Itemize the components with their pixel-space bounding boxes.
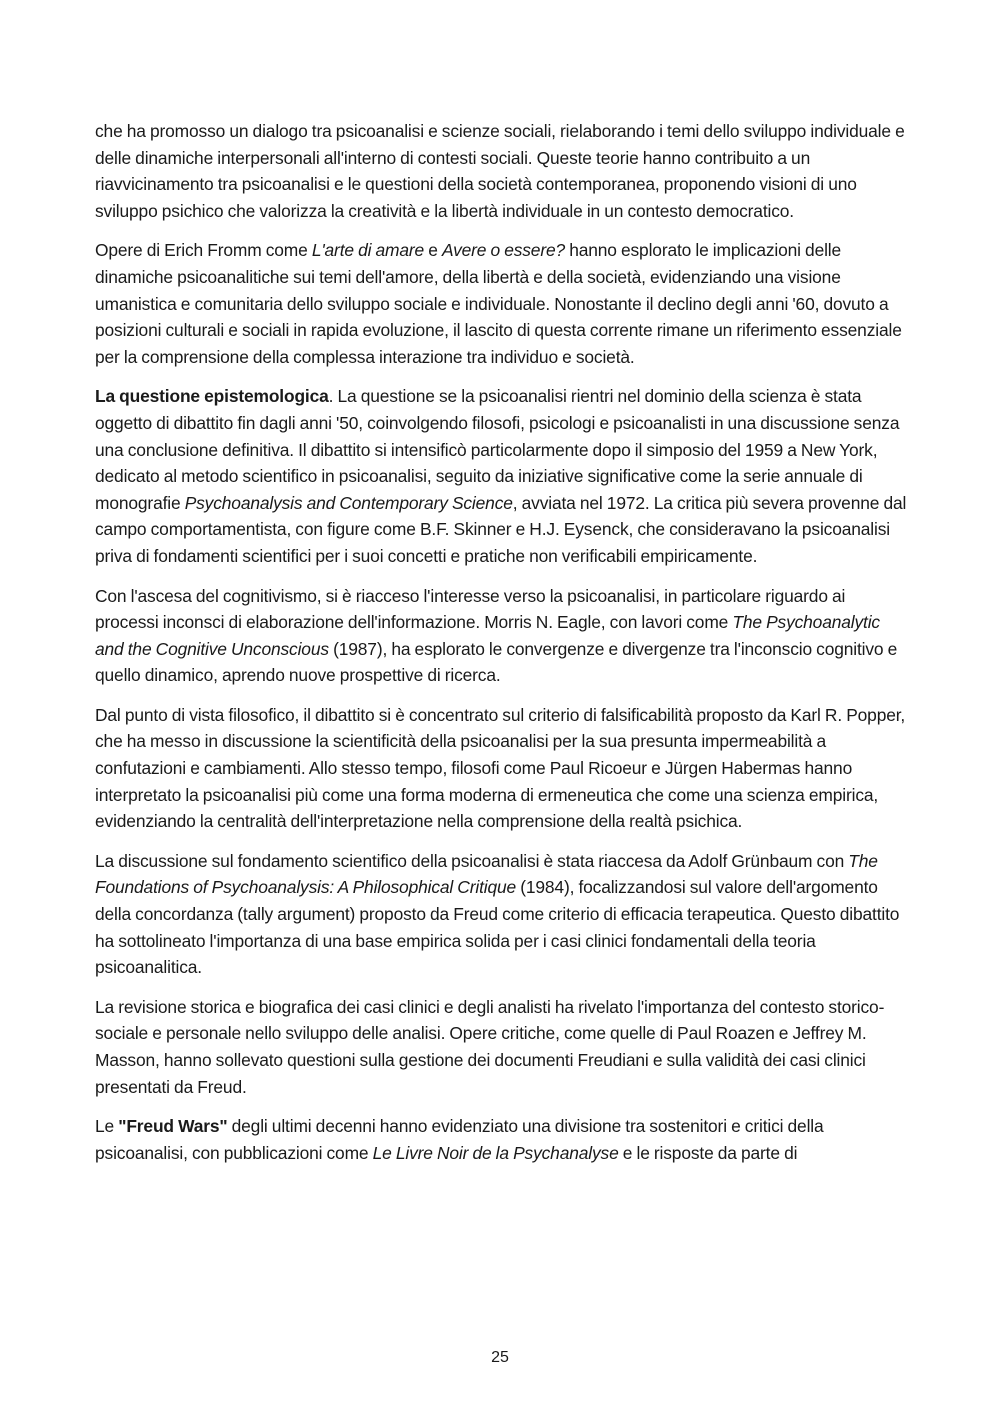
book-title: The Psychoanalytic and the Cognitive Unconscious <box>95 612 880 659</box>
text-segment: Opere di Erich Fromm come <box>95 240 312 261</box>
paragraph-6 <box>95 848 907 981</box>
paragraph-4 <box>95 583 907 689</box>
text-segment: e le risposte da parte di <box>618 1142 798 1163</box>
paragraph-7 <box>95 994 907 1100</box>
text-segment: La discussione sul fondamento scientifico della psicoanalisi è stata riaccesa da Adolf Grünbaum con <box>95 850 849 871</box>
text-segment: Le <box>95 1116 119 1137</box>
text-segment: , avviata nel 1972. La critica più severa provenne dal campo comportamentista, con figure come B.F. Skinner e H.J. Eysenck, che consideravano la psicoanalisi priva di fondamenti scientifici per i suoi concetti e pratiche non verificabili empiricamente. <box>95 492 907 566</box>
text-segment: hanno esplorato le implicazioni delle dinamiche psicoanalitiche sui temi dell'amore, della libertà e della società, evidenziando una visione umanistica e comunitaria dello sviluppo sociale e individuale. Nonostante il declino degli anni '60, dovuto a posizioni culturali e sociali in rapida evoluzione, il lascito di questa corrente rimane un riferimento essenziale per la comprensione della complessa interazione tra individuo e società. <box>95 240 902 367</box>
bold-term: "Freud Wars" <box>118 1116 228 1137</box>
paragraph-5 <box>95 702 907 835</box>
paragraph-8 <box>95 1113 907 1166</box>
text-segment: Dal punto di vista filosofico, il dibattito si è concentrato sul criterio di falsificabilità proposto da Karl R. Popper, che ha messo in discussione la scientificità della psicoanalisi per la sua presunta impermeabilità a confutazioni e cambiamenti. Allo stesso tempo, filosofi come Paul Ricoeur e Jürgen Habermas hanno interpretato la psicoanalisi più come una forma moderna di ermeneutica che come una scienza empirica, evidenziando la centralità dell'interpretazione nella comprensione della realtà psichica. <box>95 704 906 832</box>
book-title: L'arte di amare <box>311 240 425 261</box>
page-body <box>95 118 907 1179</box>
text-segment: e <box>424 240 442 261</box>
book-title: The Foundations of Psychoanalysis: A Philosophical Critique <box>95 850 878 898</box>
text-segment: che ha promosso un dialogo tra psicoanalisi e scienze sociali, rielaborando i temi dello sviluppo individuale e delle dinamiche interpersonali all'interno di contesti sociali. Queste teorie hanno contribuito a un riavvicinamento tra psicoanalisi e le questioni della società contemporanea, proponendo visioni di uno sviluppo psichico che valorizza la creatività e la libertà individuale in un contesto democratico. <box>95 121 905 221</box>
paragraph-1 <box>95 118 907 224</box>
paragraph-3 <box>95 383 907 569</box>
book-title: Avere o essere? <box>441 240 566 261</box>
section-heading-inline: La questione epistemologica <box>95 386 329 407</box>
text-segment: (1987), ha esplorato le convergenze e divergenze tra l'inconscio cognitivo e quello dinamico, aprendo nuove prospettive di ricerca. <box>95 638 898 686</box>
page-number: 25 <box>491 1349 509 1366</box>
book-title: Psychoanalysis and Contemporary Science <box>184 492 513 513</box>
text-segment: degli ultimi decenni hanno evidenziato una divisione tra sostenitori e critici della psicoanalisi, con pubblicazioni come <box>95 1116 824 1163</box>
text-segment: (1984), focalizzandosi sul valore dell'argomento della concordanza (tally argument) proposto da Freud come criterio di efficacia terapeutica. Questo dibattito ha sottolineato l'importanza di una base empirica solida per i casi clinici fondamentali della teoria psicoanalitica. <box>95 877 900 978</box>
paragraph-2 <box>95 237 907 370</box>
text-segment: . La questione se la psicoanalisi rientri nel dominio della scienza è stata oggetto di dibattito fin dagli anni '50, coinvolgendo filosofi, psicologi e psicoanalisti in una discussione senza una conclusione definitiva. Il dibattito si intensificò particolarmente dopo il simposio del 1959 a New York, dedicato al metodo scientifico in psicoanalisi, seguito da iniziative significative come la serie annuale di monografie <box>95 386 900 513</box>
book-title: Le Livre Noir de la Psychanalyse <box>372 1142 619 1163</box>
text-segment: Con l'ascesa del cognitivismo, si è riacceso l'interesse verso la psicoanalisi, in particolare riguardo ai processi inconsci di elaborazione dell'informazione. Morris N. Eagle, con lavori come <box>95 585 846 633</box>
text-segment: La revisione storica e biografica dei casi clinici e degli analisti ha rivelato l'importanza del contesto storico-sociale e personale nello sviluppo delle analisi. Opere critiche, come quelle di Paul Roazen e Jeffrey M. Masson, hanno sollevato questioni sulla gestione dei documenti Freudiani e sulla validità dei casi clinici presentati da Freud. <box>95 996 885 1097</box>
